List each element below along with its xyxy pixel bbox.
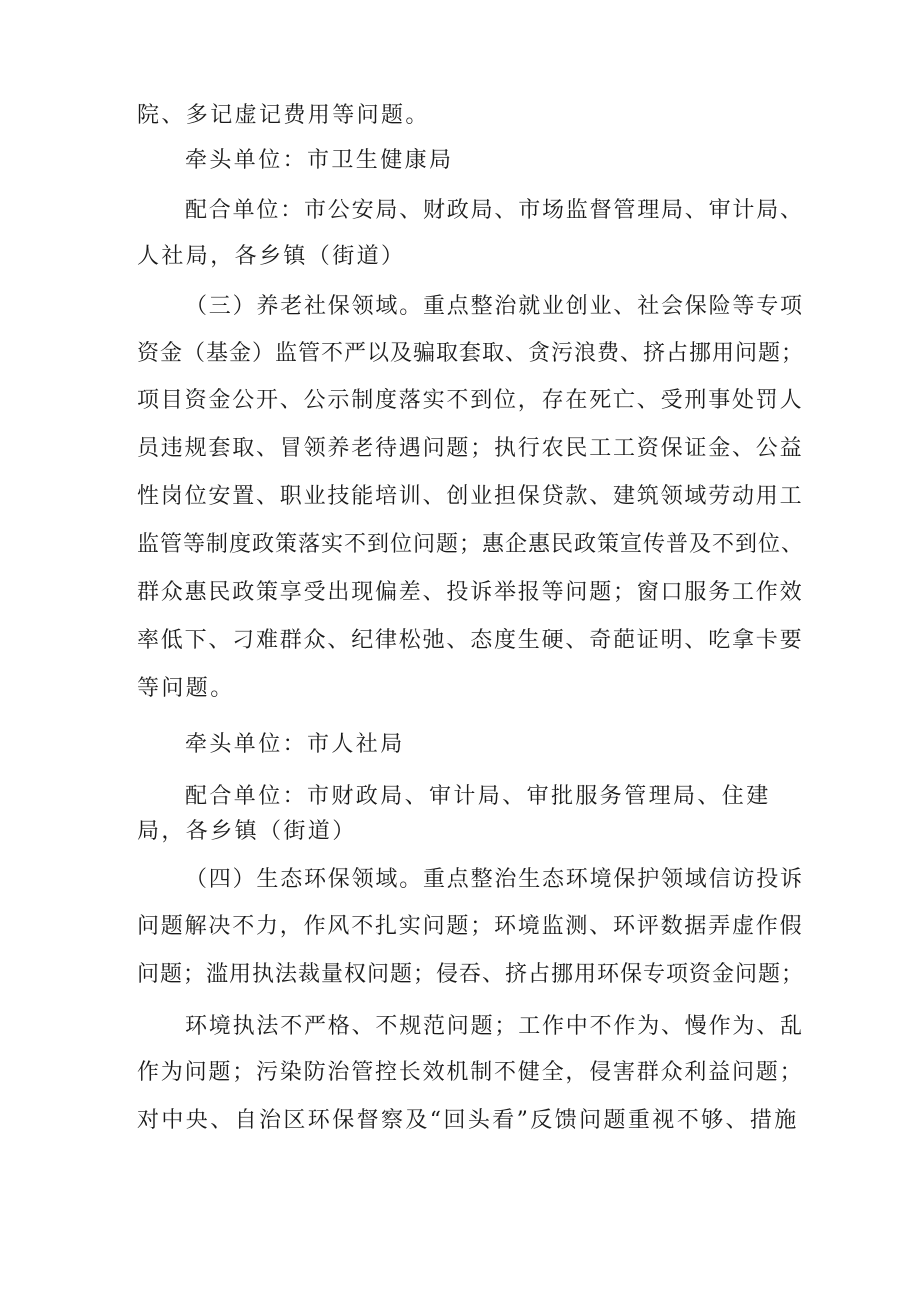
text-line-5: （三）养老社保领域。重点整治就业创业、社会保险等专项 xyxy=(185,294,804,319)
text-line-17: （四）生态环保领域。重点整治生态环境保护领域信访投诉 xyxy=(185,867,804,892)
text-line-20: 环境执法不严格、不规范问题；工作中不作为、慢作为、乱 xyxy=(185,1014,804,1039)
text-line-3: 配合单位：市公安局、财政局、市场监督管理局、审计局、 xyxy=(185,198,804,223)
text-line-2: 牵头单位：市卫生健康局 xyxy=(185,148,454,173)
text-line-7: 项目资金公开、公示制度落实不到位，存在死亡、受刑事处罚人 xyxy=(137,388,804,413)
text-line-8: 员违规套取、冒领养老待遇问题；执行农民工工资保证金、公益 xyxy=(137,436,804,461)
text-line-15: 配合单位：市财政局、审计局、审批服务管理局、住建 xyxy=(185,784,771,809)
text-line-14: 牵头单位：市人社局 xyxy=(185,732,405,757)
text-line-11: 群众惠民政策享受出现偏差、投诉举报等问题；窗口服务工作效 xyxy=(137,580,804,605)
text-line-6: 资金（基金）监管不严以及骗取套取、贪污浪费、挤占挪用问题； xyxy=(137,341,805,366)
text-line-9: 性岗位安置、职业技能培训、创业担保贷款、建筑领域劳动用工 xyxy=(137,484,804,509)
text-line-18: 问题解决不力，作风不扎实问题；环境监测、环评数据弄虚作假 xyxy=(137,914,804,939)
text-line-12: 率低下、刁难群众、纪律松弛、态度生硬、奇葩证明、吃拿卡要 xyxy=(137,628,804,653)
text-line-13: 等问题。 xyxy=(137,676,235,701)
text-line-19: 问题；滥用执法裁量权问题；侵吞、挤占挪用环保专项资金问题； xyxy=(137,962,805,987)
text-line-16: 局，各乡镇（街道） xyxy=(137,819,357,844)
text-line-22: 对中央、自治区环保督察及“回头看”反馈问题重视不够、措施 xyxy=(137,1108,799,1133)
text-line-10: 监管等制度政策落实不到位问题；惠企惠民政策宣传普及不到位、 xyxy=(137,532,805,557)
text-line-4: 人社局，各乡镇（街道） xyxy=(137,244,406,269)
text-line-21: 作为问题；污染防治管控长效机制不健全，侵害群众利益问题； xyxy=(137,1060,804,1085)
text-line-1: 院、多记虚记费用等问题。 xyxy=(137,103,430,128)
